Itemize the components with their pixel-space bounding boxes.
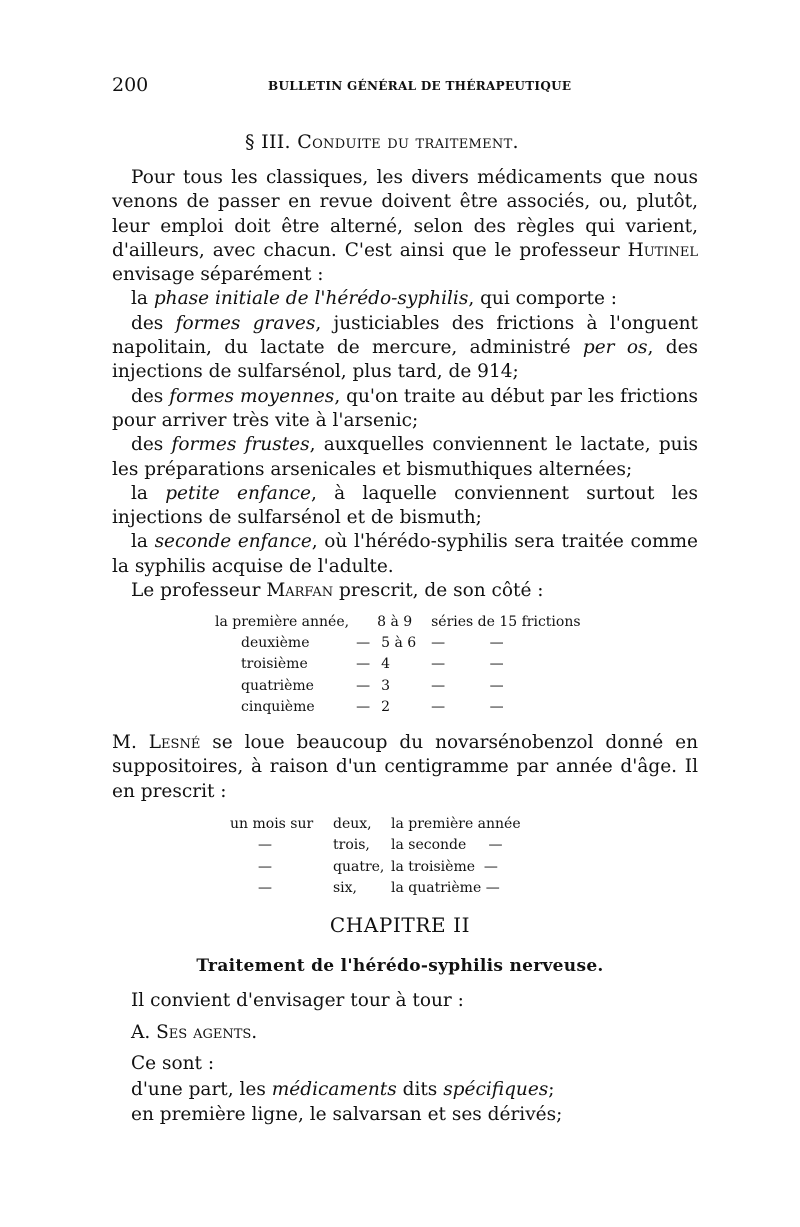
table-row: — trois, la seconde — <box>258 837 503 854</box>
running-title: BULLETIN GÉNÉRAL DE THÉRAPEUTIQUE <box>268 79 572 93</box>
table-row: — quatre, la troisième — <box>258 858 498 875</box>
table-row: cinquième — 2 — — <box>241 698 504 715</box>
table-row: la première année, 8 à 9 séries de 15 frictions <box>215 614 581 630</box>
drugs-line: d'une part, les médicaments dits spécifiques; <box>131 1078 555 1100</box>
table-row: — six, la quatrième — <box>258 880 500 897</box>
section-heading: § III. Conduite du traitement. <box>245 131 519 153</box>
marfan-frictions-table <box>215 612 581 718</box>
salvarsan-line: en première ligne, le salvarsan et ses dérivés; <box>131 1104 563 1126</box>
table-row: un mois sur deux, la première année <box>230 816 521 832</box>
list-item: la petite enfance, à laquelle conviennent surtout les injections de sulfarsénol et de bismuth; <box>112 482 699 529</box>
body-section-1 <box>112 166 698 603</box>
page-number: 200 <box>112 74 149 96</box>
paragraph-marfan: Le professeur Marfan prescrit, de son côté : <box>131 580 544 602</box>
ce-sont-line: Ce sont : <box>131 1053 215 1075</box>
author-name: Hutinel <box>627 239 698 261</box>
body-section-3 <box>112 988 698 1128</box>
chapter-label: CHAPITRE II <box>329 913 471 937</box>
list-item: la phase initiale de l'hérédo-syphilis, qui comporte : <box>131 288 618 310</box>
table-row: troisième — 4 — — <box>241 656 504 673</box>
body-section-2 <box>112 731 698 804</box>
chapter-title: Traitement de l'hérédo-syphilis nerveuse. <box>196 956 604 976</box>
author-name: Lesné <box>148 732 201 753</box>
author-name: Marfan <box>266 580 334 602</box>
paragraph-lesne: M. Lesné se loue beaucoup du novarsénobenzol donné en suppositoires, à raison d'un centigramme par année d'âge. Il en prescrit : <box>112 732 698 802</box>
list-item: la seconde enfance, où l'hérédo-syphilis sera traitée comme la syphilis acquise de l'adulte. <box>112 531 699 577</box>
table-row: quatrième — 3 — — <box>241 677 504 694</box>
intro-line: Il convient d'envisager tour à tour : <box>131 990 464 1011</box>
lesne-dosage-table <box>230 814 521 900</box>
page-header <box>112 74 698 100</box>
paragraph-hutinel: Pour tous les classiques, les divers médicaments que nous venons de passer en revue doivent être associés, ou, plutôt, leur emploi doit être alterné, selon des règles qui varient, d'ailleurs, avec chacun. C'est ainsi que le professeur Hutinel envisage séparément : <box>112 167 698 286</box>
table-row: deuxième — 5 à 6 — — <box>241 635 504 652</box>
agents-heading: A. Ses agents. <box>131 1021 258 1043</box>
list-item: des formes frustes, auxquelles conviennent le lactate, puis les préparations arsenicales et bismuthiques alternées; <box>112 434 699 480</box>
list-item: des formes moyennes, qu'on traite au début par les frictions pour arriver très vite à l'arsenic; <box>112 385 699 431</box>
list-item: des formes graves, justiciables des frictions à l'onguent napolitain, du lactate de mercure, administré per os, des injections de sulfarsénol, plus tard, de 914; <box>112 312 699 383</box>
